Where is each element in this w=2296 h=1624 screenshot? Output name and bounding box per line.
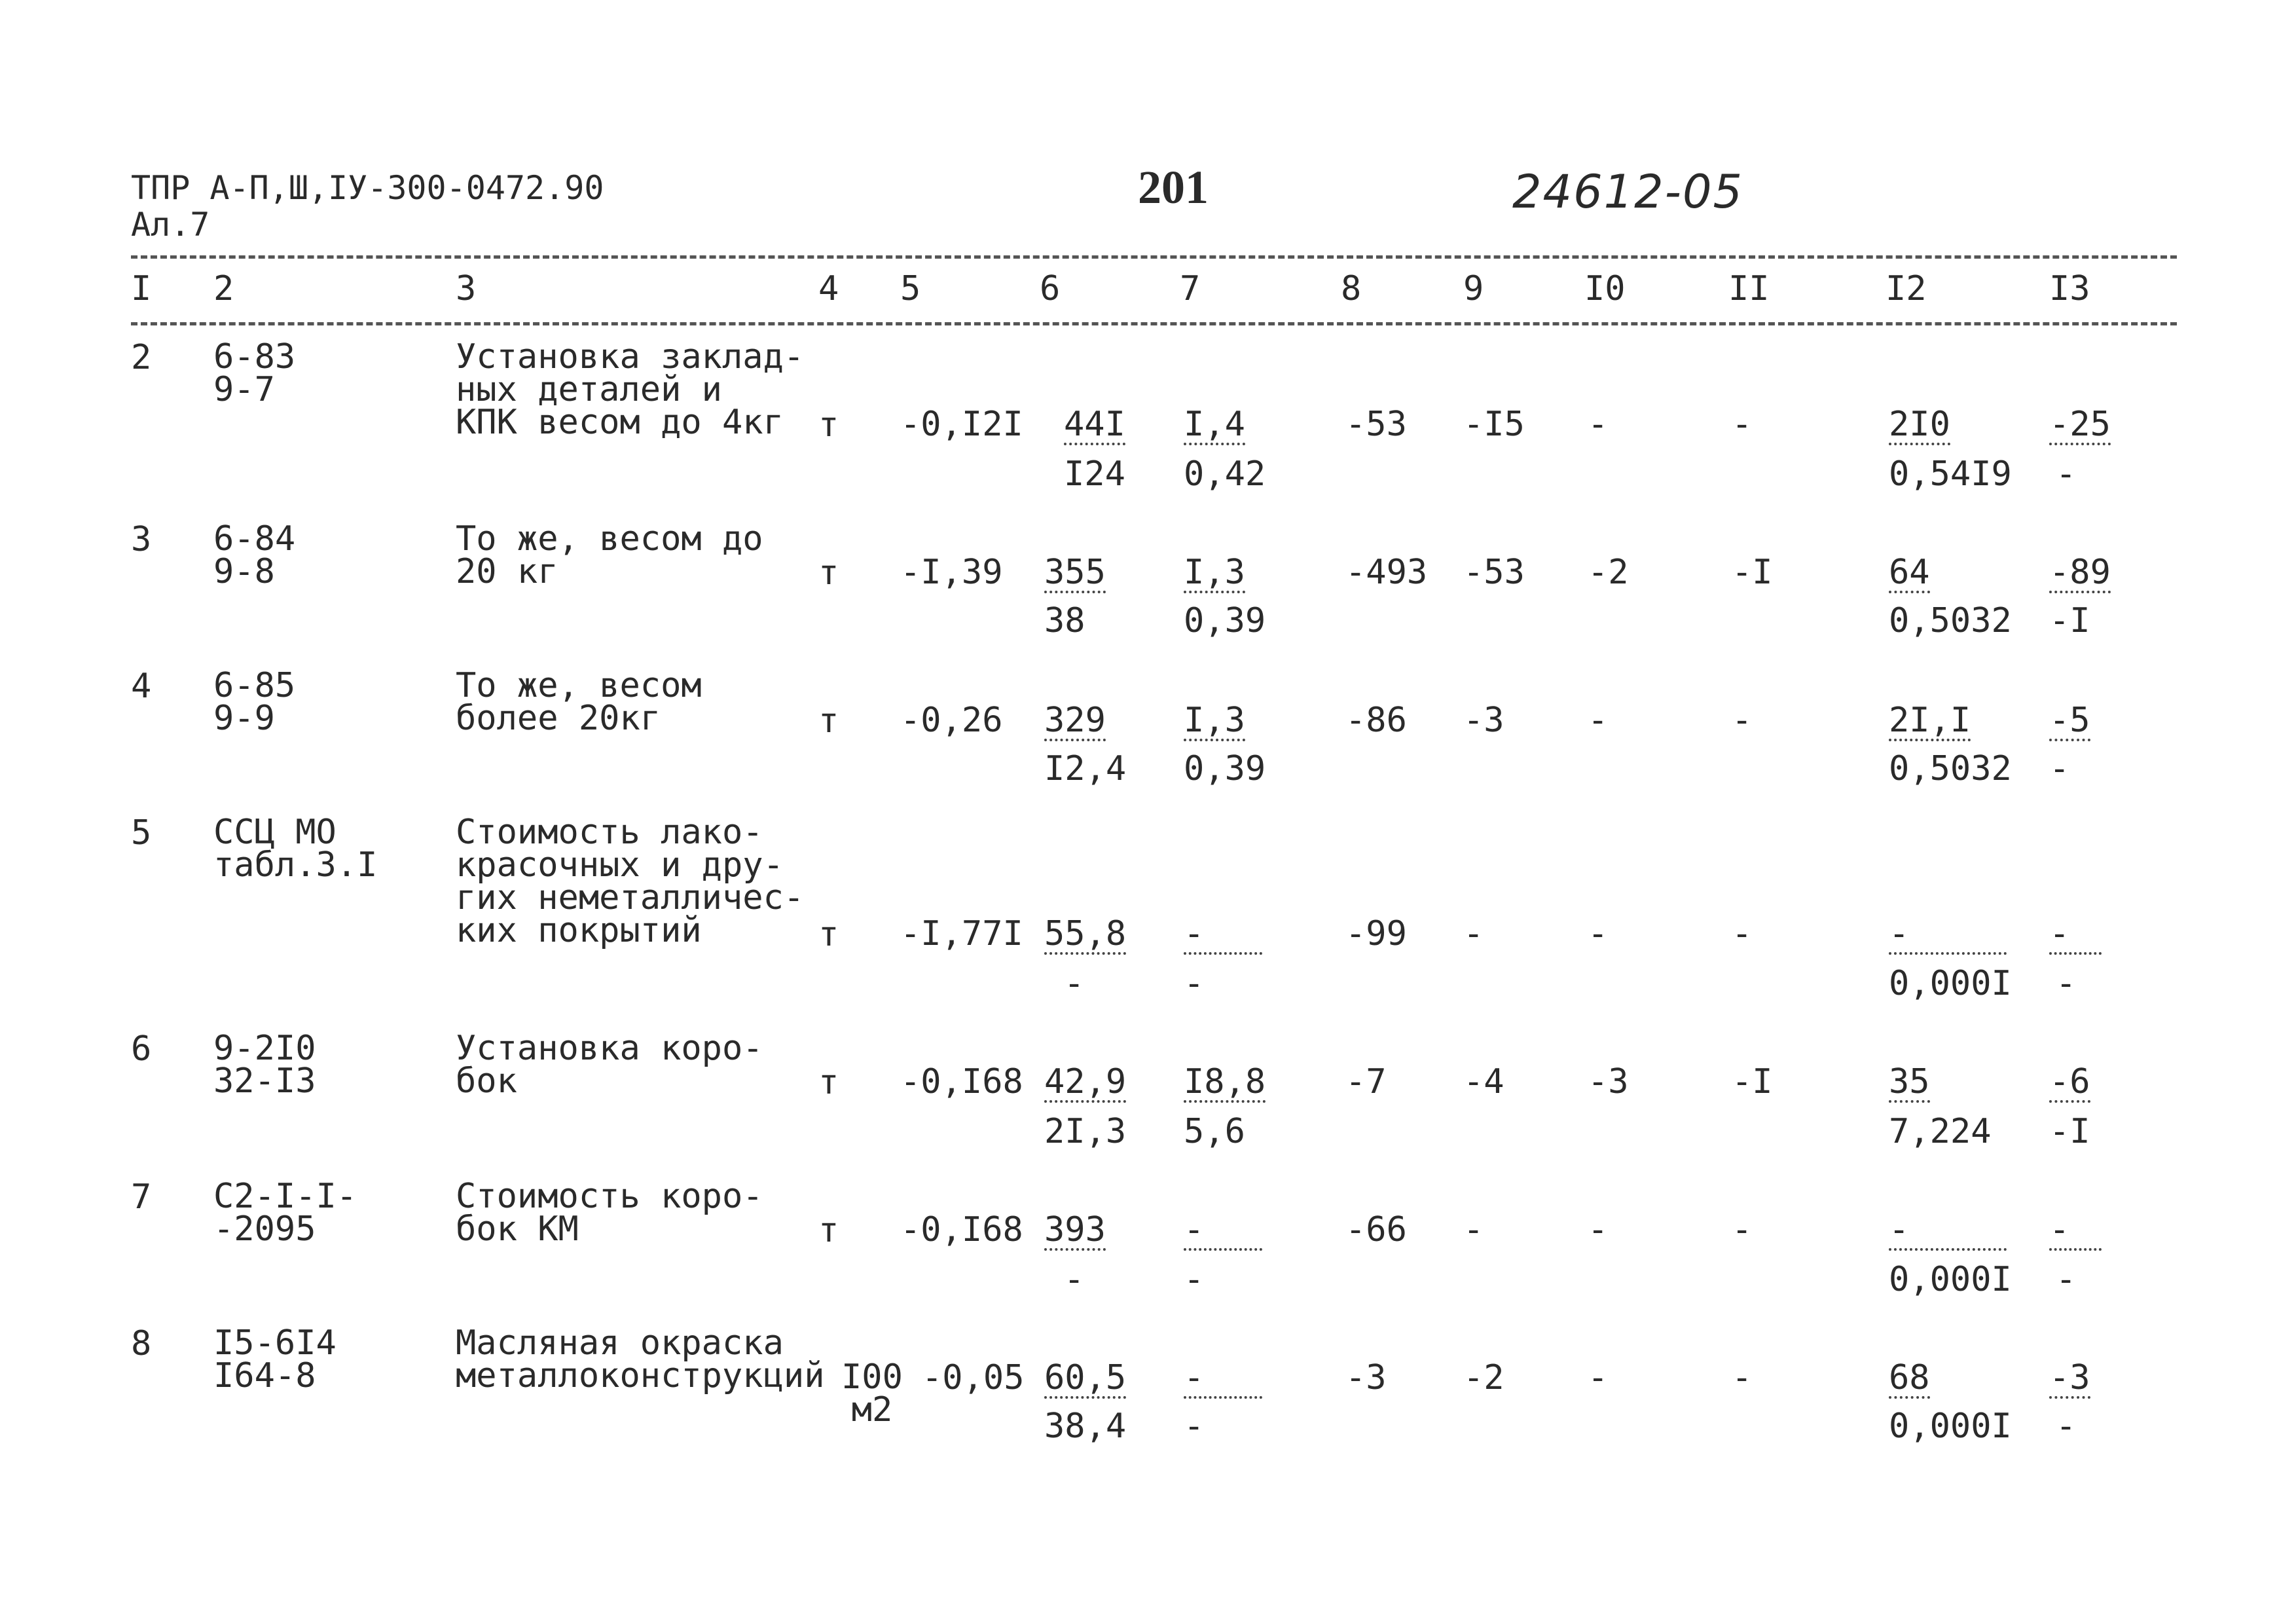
- col9-value: -: [1463, 914, 1484, 953]
- col13-sub-value: -I: [2049, 1112, 2090, 1151]
- col7-value: -: [1184, 1361, 1262, 1399]
- work-description: Установка коро- бок: [456, 1029, 763, 1101]
- col9-value: -53: [1463, 553, 1525, 592]
- quantity: -0,I68: [900, 1062, 1023, 1101]
- col12-value: -: [1889, 1213, 2007, 1251]
- rate-code: I5-6I4 I64-8: [213, 1323, 337, 1395]
- col8-value: -3: [1345, 1358, 1387, 1397]
- row-number: 5: [131, 813, 152, 853]
- col7-sub-value: 5,6: [1184, 1112, 1245, 1151]
- col10-value: -: [1588, 405, 1609, 444]
- row-number: 4: [131, 667, 152, 706]
- column-number: 3: [456, 269, 477, 308]
- row-number: 8: [131, 1324, 152, 1363]
- col9-value: -I5: [1463, 405, 1525, 444]
- page-number: 201: [1138, 161, 1209, 213]
- quantity: -0,I68: [900, 1210, 1023, 1249]
- column-number: I3: [2049, 269, 2090, 308]
- column-number: 6: [1040, 269, 1061, 308]
- work-description: Установка заклад- ных деталей и КПК весом до 4кг: [456, 337, 805, 442]
- col13-sub-value: -: [2056, 964, 2077, 1003]
- col13-value: -25: [2049, 405, 2111, 444]
- row-number: 3: [131, 520, 152, 559]
- work-description: То же, весом до 20 кг: [456, 519, 763, 591]
- col13-sub-value: -I: [2049, 601, 2090, 640]
- col6-sub-value: 38,4: [1044, 1407, 1127, 1446]
- col13-value: -6: [2049, 1062, 2090, 1101]
- col8-value: -86: [1345, 701, 1407, 740]
- rate-code: С2-I-I- -2095: [213, 1177, 357, 1249]
- document-code: 24612-05: [1512, 165, 1744, 219]
- unit: т: [818, 405, 839, 445]
- col13-value: -5: [2049, 701, 2090, 740]
- unit: т: [818, 701, 839, 741]
- col6-value: 329: [1044, 701, 1106, 740]
- row-number: 2: [131, 338, 152, 377]
- col10-value: -: [1588, 701, 1609, 740]
- work-description: Масляная окраска металлоконструкций: [456, 1323, 825, 1395]
- row-number: 7: [131, 1177, 152, 1217]
- col6-value: 393: [1044, 1210, 1106, 1249]
- col13-value: -: [2049, 1213, 2102, 1251]
- col10-value: -: [1588, 1358, 1609, 1397]
- unit: т: [818, 1211, 839, 1250]
- col6-sub-value: I2,4: [1044, 749, 1127, 788]
- quantity: -0,I2I: [900, 405, 1023, 444]
- work-description: Стоимость коро- бок КМ: [456, 1177, 763, 1249]
- col13-sub-value: -: [2049, 749, 2070, 788]
- quantity: -I,39: [900, 553, 1003, 592]
- col7-value: I8,8: [1184, 1062, 1266, 1101]
- col7-sub-value: 0,42: [1184, 454, 1266, 494]
- col7-sub-value: -: [1184, 964, 1205, 1003]
- row-number: 6: [131, 1029, 152, 1069]
- rate-code: 6-85 9-9: [213, 666, 296, 738]
- col11-value: -I: [1732, 553, 1773, 592]
- column-number: 2: [213, 269, 234, 308]
- column-number: 7: [1180, 269, 1201, 308]
- column-number: 5: [900, 269, 921, 308]
- unit: т: [818, 553, 839, 593]
- col7-value: I,3: [1184, 553, 1245, 592]
- col12-value: 68: [1889, 1358, 1930, 1397]
- quantity: -0,26: [900, 701, 1003, 740]
- header-bottom-rule: [131, 322, 2177, 325]
- col7-value: I,4: [1184, 405, 1245, 444]
- col11-value: -: [1732, 914, 1753, 953]
- col8-value: -7: [1345, 1062, 1387, 1101]
- col7-value: -: [1184, 1213, 1262, 1251]
- col7-sub-value: 0,39: [1184, 749, 1266, 788]
- column-number: 8: [1341, 269, 1362, 308]
- col13-sub-value: -: [2056, 1407, 2077, 1446]
- col12-sub-value: 0,000I: [1889, 1407, 2012, 1446]
- column-number: I2: [1886, 269, 1927, 308]
- col10-value: -2: [1588, 553, 1629, 592]
- col8-value: -66: [1345, 1210, 1407, 1249]
- rate-code: 9-2I0 32-I3: [213, 1029, 316, 1101]
- rate-code: 6-84 9-8: [213, 519, 296, 591]
- column-number: II: [1728, 269, 1770, 308]
- col12-value: 2I,I: [1889, 701, 1971, 740]
- col10-value: -3: [1588, 1062, 1629, 1101]
- col8-value: -493: [1345, 553, 1428, 592]
- col11-value: -I: [1732, 1062, 1773, 1101]
- col7-sub-value: 0,39: [1184, 601, 1266, 640]
- column-number: I: [131, 269, 152, 308]
- quantity: -0,05: [922, 1358, 1025, 1397]
- col11-value: -: [1732, 701, 1753, 740]
- col7-value: I,3: [1184, 701, 1245, 740]
- col13-sub-value: -: [2056, 1260, 2077, 1299]
- col12-sub-value: 0,5032: [1889, 749, 2012, 788]
- col6-value: 355: [1044, 553, 1106, 592]
- col9-value: -4: [1463, 1062, 1504, 1101]
- col9-value: -2: [1463, 1358, 1504, 1397]
- col13-sub-value: -: [2056, 454, 2077, 494]
- work-description: Стоимость лако- красочных и дру- гих неметалличес- ких покрытий: [456, 813, 805, 950]
- col12-value: 64: [1889, 553, 1930, 592]
- col13-value: -89: [2049, 553, 2111, 592]
- col12-sub-value: 0,54I9: [1889, 454, 2012, 494]
- column-number: I0: [1584, 269, 1626, 308]
- col9-value: -3: [1463, 701, 1504, 740]
- unit: т: [818, 915, 839, 954]
- col10-value: -: [1588, 914, 1609, 953]
- unit: I00 м2: [841, 1357, 903, 1430]
- col6-sub-value: 38: [1044, 601, 1085, 640]
- col12-sub-value: 7,224: [1889, 1112, 1992, 1151]
- col9-value: -: [1463, 1210, 1484, 1249]
- work-description: То же, весом более 20кг: [456, 666, 702, 738]
- col6-sub-value: 2I,3: [1044, 1112, 1127, 1151]
- doc-designation: ТПР А-П,Ш,IУ-300-0472.90: [131, 169, 604, 207]
- quantity: -I,77I: [900, 914, 1023, 953]
- rate-code: ССЦ МО табл.3.I: [213, 813, 378, 885]
- col12-value: 35: [1889, 1062, 1930, 1101]
- col8-value: -99: [1345, 914, 1407, 953]
- col11-value: -: [1732, 405, 1753, 444]
- col10-value: -: [1588, 1210, 1609, 1249]
- col6-sub-value: -: [1064, 964, 1085, 1003]
- col12-sub-value: 0,000I: [1889, 1260, 2012, 1299]
- column-number: 9: [1463, 269, 1484, 308]
- column-number: 4: [818, 269, 839, 308]
- col6-sub-value: -: [1064, 1260, 1085, 1299]
- album-number: Ал.7: [131, 206, 210, 244]
- col7-sub-value: -: [1184, 1260, 1205, 1299]
- col6-value: 60,5: [1044, 1358, 1127, 1397]
- col11-value: -: [1732, 1358, 1753, 1397]
- col6-sub-value: I24: [1064, 454, 1125, 494]
- col12-sub-value: 0,000I: [1889, 964, 2012, 1003]
- col7-sub-value: -: [1184, 1407, 1205, 1446]
- col8-value: -53: [1345, 405, 1407, 444]
- col12-sub-value: 0,5032: [1889, 601, 2012, 640]
- col6-value: 42,9: [1044, 1062, 1127, 1101]
- header-top-rule: [131, 255, 2177, 259]
- col12-value: 2I0: [1889, 405, 1950, 444]
- col7-value: -: [1184, 917, 1262, 955]
- col6-value: 55,8: [1044, 914, 1127, 953]
- col11-value: -: [1732, 1210, 1753, 1249]
- col13-value: -3: [2049, 1358, 2090, 1397]
- col12-value: -: [1889, 917, 2007, 955]
- col13-value: -: [2049, 917, 2102, 955]
- col6-value: 44I: [1064, 405, 1125, 444]
- rate-code: 6-83 9-7: [213, 337, 296, 409]
- unit: т: [818, 1063, 839, 1102]
